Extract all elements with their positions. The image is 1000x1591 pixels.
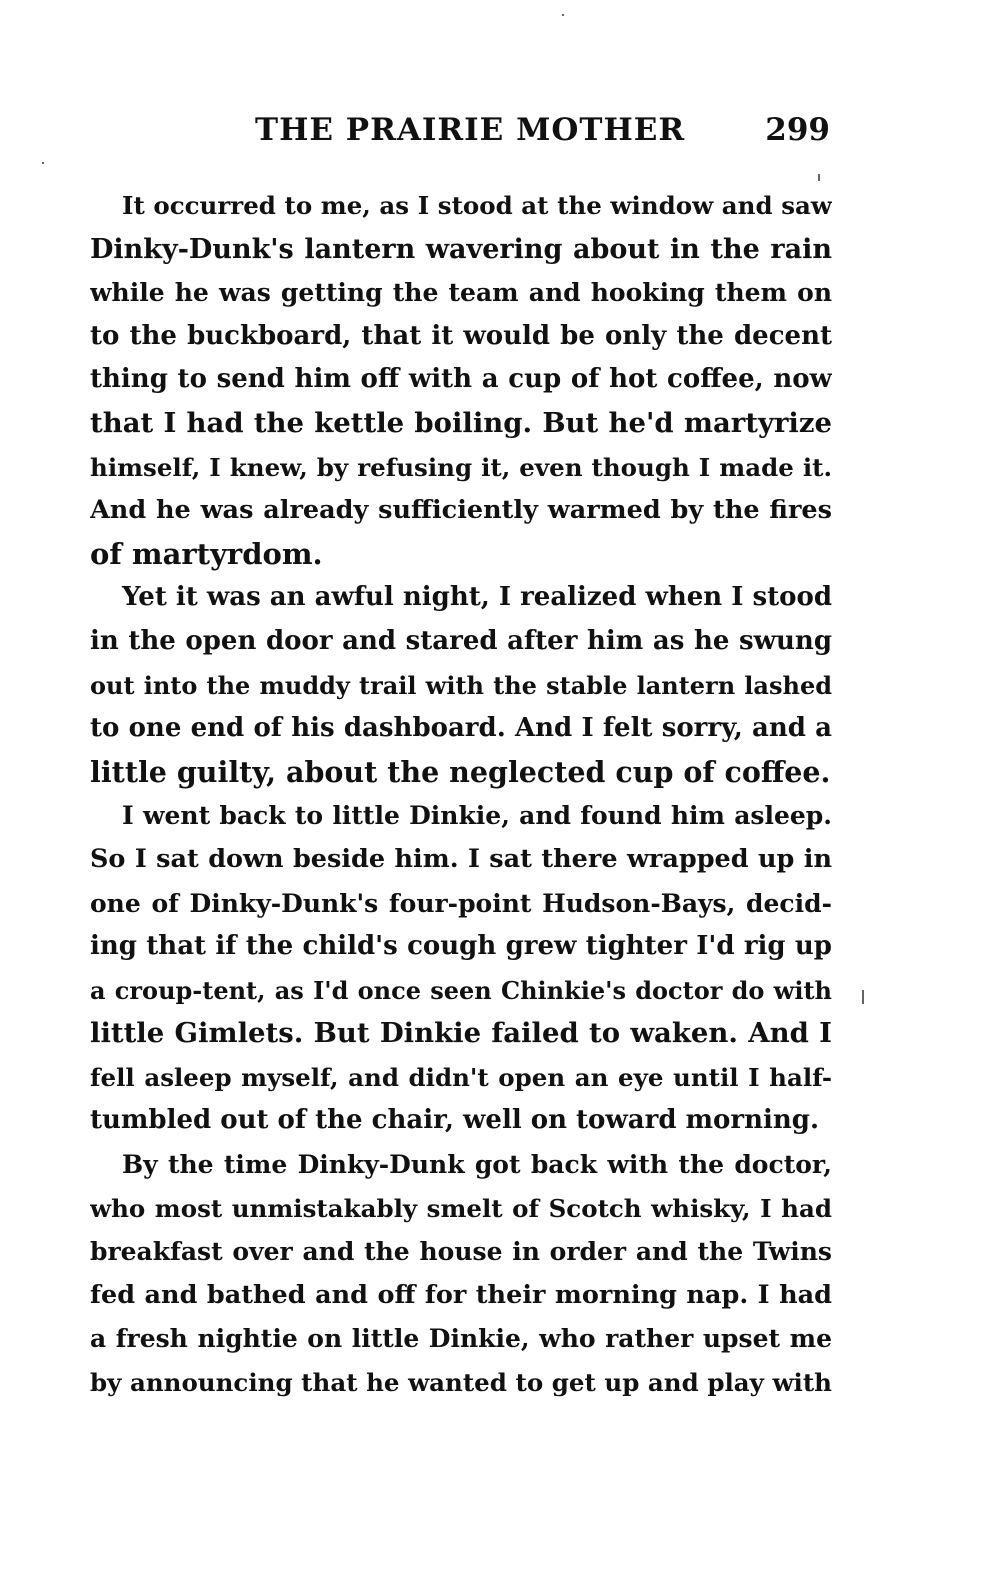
text-line: By the time Dinky-Dunk got back with the doctor, — [122, 1150, 832, 1180]
scan-speck — [862, 990, 864, 1004]
text-line: while he was getting the team and hooking them on — [90, 278, 832, 308]
text-line: And he was already sufficiently warmed by the fires — [90, 495, 832, 526]
paragraph — [90, 1143, 832, 1405]
text-line: fell asleep myself, and didn't open an eye until I half- — [90, 1062, 832, 1092]
text-line: breakfast over and the house in order and the Twins — [90, 1237, 832, 1267]
text-line: who most unmistakably smelt of Scotch whisky, I had — [90, 1193, 832, 1223]
text-line: It occurred to me, as I stood at the window and saw — [122, 191, 832, 220]
text-line: little Gimlets. But Dinkie failed to waken. And I — [90, 1017, 832, 1050]
text-line: of martyrdom. — [90, 536, 323, 571]
text-line: tumbled out of the chair, well on toward morning. — [90, 1105, 820, 1136]
paragraph — [90, 184, 832, 576]
text-line: by announcing that he wanted to get up and play with — [90, 1368, 832, 1398]
scan-speck — [818, 174, 820, 181]
page-number: 299 — [765, 112, 830, 148]
text-line: out into the muddy trail with the stable lantern lashed — [90, 670, 832, 700]
text-line: I went back to little Dinkie, and found him asleep. — [122, 801, 832, 831]
text-line: thing to send him off with a cup of hot coffee, now — [90, 364, 832, 395]
paragraph — [90, 794, 832, 1143]
text-line: Yet it was an awful night, I realized when I stood — [122, 582, 832, 613]
text-line: So I sat down beside him. I sat there wrapped up in — [90, 843, 832, 874]
text-line: in the open door and stared after him as he swung — [90, 625, 832, 656]
text-line: to the buckboard, that it would be only the decent — [90, 320, 832, 351]
text-line: to one end of his dashboard. And I felt sorry, and a — [90, 713, 832, 744]
text-line: that I had the kettle boiling. But he'd martyrize — [90, 406, 832, 439]
text-line: ing that if the child's cough grew tighter I'd rig up — [90, 931, 832, 962]
running-title: THE PRAIRIE MOTHER — [255, 112, 686, 148]
text-line: himself, I knew, by refusing it, even though I made it. — [90, 452, 832, 482]
body-text — [90, 184, 832, 1405]
text-line: one of Dinky-Dunk's four-point Hudson-Bays, decid- — [90, 888, 832, 918]
scan-speck — [42, 162, 44, 164]
text-line: a fresh nightie on little Dinkie, who rather upset me — [90, 1324, 832, 1354]
text-line: Dinky-Dunk's lantern wavering about in the rain — [90, 233, 832, 265]
running-head — [90, 112, 830, 152]
text-line: a croup-tent, as I'd once seen Chinkie's doctor do with — [90, 975, 832, 1005]
text-line: little guilty, about the neglected cup of coffee. — [90, 754, 831, 789]
scan-speck — [562, 14, 564, 16]
paragraph — [90, 576, 832, 794]
text-line: fed and bathed and off for their morning nap. I had — [90, 1279, 832, 1310]
